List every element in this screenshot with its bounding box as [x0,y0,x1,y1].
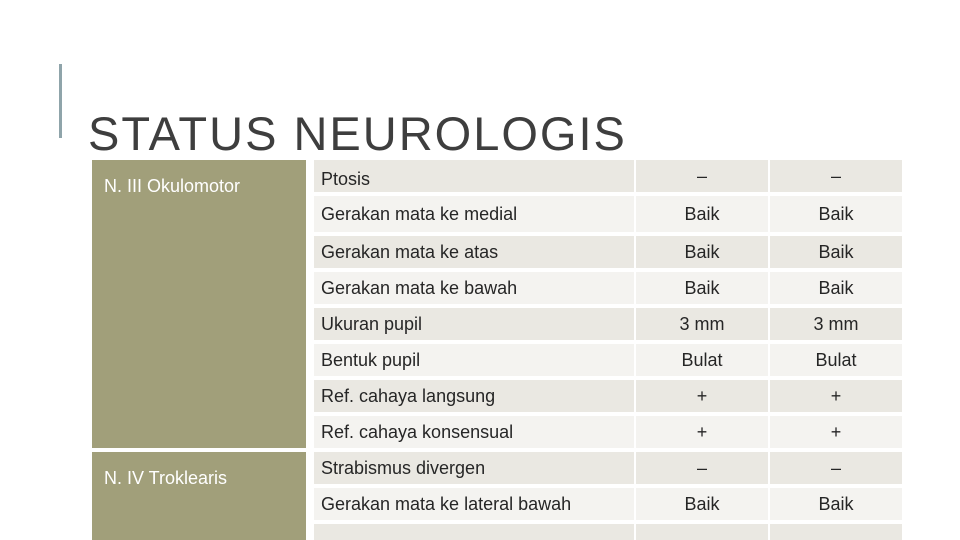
left-value: 3 mm [768,308,902,340]
left-value [768,524,902,540]
table-row [314,344,902,376]
nerve-label: N. IV Troklearis [104,468,228,488]
table-row [314,452,902,484]
row-label: Bentuk pupil [314,344,634,376]
row-label: Ptosis [314,160,634,192]
right-value: – [634,452,768,484]
page-title: STATUS NEUROLOGIS [88,107,627,161]
left-value: Baik [768,488,902,520]
row-label: Ref. cahaya konsensual [314,416,634,448]
table-row [314,380,902,412]
row-label: Gerakan mata ke medial [314,196,634,232]
left-value: Baik [768,236,902,268]
table-row [314,196,902,232]
table-row [314,308,902,340]
table-row [314,416,902,448]
table-row [314,160,902,192]
right-value: Baik [634,196,768,232]
row-label: Gerakan mata ke atas [314,236,634,268]
left-value: + [768,380,902,412]
row-label: Ukuran pupil [314,308,634,340]
left-value: Baik [768,196,902,232]
nerve-label: N. III Okulomotor [104,176,241,196]
table-row [314,488,902,520]
row-label: Strabismus divergen [314,452,634,484]
row-label: Ref. cahaya langsung [314,380,634,412]
row-label [314,524,634,540]
right-value [634,524,768,540]
right-value: 3 mm [634,308,768,340]
right-value: – [634,160,768,192]
table-row [314,272,902,304]
right-value: + [634,380,768,412]
nerve-block-troklearis [92,452,306,540]
nerve-block-okulomotor [92,160,306,448]
left-value: Bulat [768,344,902,376]
table-row [314,236,902,268]
right-value: Baik [634,236,768,268]
right-value: + [634,416,768,448]
right-value: Baik [634,272,768,304]
left-value: – [768,452,902,484]
row-label: Gerakan mata ke lateral bawah [314,488,634,520]
table-row [314,524,902,540]
left-value: + [768,416,902,448]
left-value: Baik [768,272,902,304]
row-label: Gerakan mata ke bawah [314,272,634,304]
left-value: – [768,160,902,192]
right-value: Baik [634,488,768,520]
title-accent-bar [59,64,62,138]
right-value: Bulat [634,344,768,376]
